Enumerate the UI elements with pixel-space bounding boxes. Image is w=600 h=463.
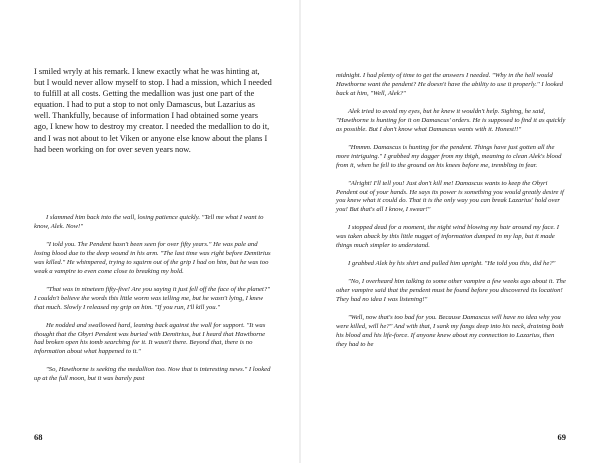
paragraph: "Hmmm. Damascus is hunting for the pendent. Things have just gotten all the more intriguing." I grabbed my dagger from my thigh, meaning to clean Alek's blood from it, when he fell to the ground on his knees before me, trembling in fear.: [336, 143, 562, 169]
paragraph: I stopped dead for a moment, the night wind blowing my hair around my face. I was taken aback by this little nugget of information dumped in my lap, but it made things much simpler to understand.: [336, 224, 559, 250]
left-italic-block: [34, 214, 272, 384]
paragraph: midnight. I had plenty of time to get the answers I needed. "Why in the hell would Hawthorne want the pendent? He doesn't have the ability to use it properly." I looked back at him, "Well, Alek?": [336, 72, 563, 97]
paragraph: "That was in nineteen fifty-five! Are you saying it just fell off the face of the planet?" I couldn't believe the words this little worm was telling me, but he wasn't lying, I knew that much. Slowly I released my grip on him. "If you run, I'll kill you.": [34, 285, 270, 311]
paragraph: He nodded and swallowed hard, leaning back against the wall for support. "It was thought that the Obyri Pendent was buried with Demitrius, but I heard that Hawthorne had broken open his tomb searching for it. It wasn't there. Beyond that, there is no information about what happened to it.": [34, 321, 266, 356]
paragraph: "Well, now that's too bad for you. Because Damascus will have no idea why you were killed, will he?" And with that, I sank my fangs deep into his neck, draining both his blood and his life-force. If anyone knew about my connection to Lazarius, then they had to be: [336, 314, 564, 348]
paragraph: Alek tried to avoid my eyes, but he knew it wouldn't help. Sighing, he said, "Hawthorne is hunting for it on Damascus' orders. He is supposed to find it as quickly as possible. But I don't know what Damascus wants with it. Honest!!": [336, 107, 566, 133]
paragraph: I grabbed Alek by his shirt and pulled him upright. "He told you this, did he?": [348, 260, 556, 268]
paragraph: "So, Hawthorne is seeking the medallion too. Now that is interesting news." I looked up at the full moon, but it was barely past: [34, 366, 271, 383]
paragraph: "No, I overheard him talking to some other vampire a few weeks ago about it. The other vampire said that the pendent must be found before you discovered its location! They had no idea I was listening!": [336, 278, 566, 304]
paragraph: "I told you. The Pendent hasn't been seen for over fifty years." He was pale and losing blood due to the deep wound in his arm. "The last time was right before Demitrius was killed." He whimpered, trying to squirm out of the grip I had on him, but he was too weak a vampire to even come close to breaking my hold.: [34, 240, 271, 275]
page-number-right: 69: [557, 432, 566, 442]
page-number-left: 68: [34, 432, 43, 442]
right-italic-block: [336, 72, 566, 350]
paragraph: I slammed him back into the wall, losing patience quickly. "Tell me what I want to know, Alek. Now!": [34, 214, 264, 230]
paragraph: "Alright! I'll tell you! Just don't kill me! Damascus wants to keep the Obyri Pendent out of your hands. He says its power is something you would greatly desire if you knew what it could do. That it is the only way you can break Lazarius' hold over you! But that's all I know, I swear!": [336, 179, 564, 214]
intro-paragraph: I smiled wryly at his remark. I knew exactly what he was hinting at, but I would never allow myself to stop. I had a mission, which I needed to fulfill at all costs. Getting the medallion was just one part of the equation. I had to put a stop to not only Damascus, but Lazarius as well. Thankfully, because of information I had obtained some years ago, I knew how to destroy my creator. I needed the medallion to do it, and I was not about to let Viken or anyone else know about the plans I had been working on for over seven years now.: [34, 67, 272, 154]
